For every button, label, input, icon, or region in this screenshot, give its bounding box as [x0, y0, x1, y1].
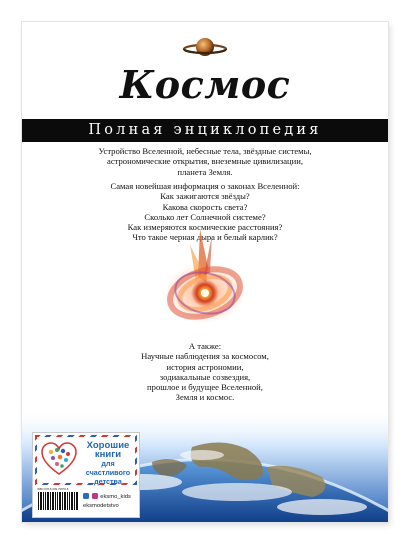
also-line: Научные наблюдения за космосом, — [141, 351, 269, 362]
galaxy-image — [150, 227, 262, 337]
question-line: Самая новейшая информация о законах Вселенной: — [110, 181, 300, 191]
book-cover — [22, 22, 388, 522]
badge-envelope-border — [35, 435, 137, 485]
also-paragraph — [42, 341, 368, 403]
social-handle-row — [83, 493, 131, 502]
intro-line: астрономические открытия, внеземные цивилизации, — [107, 156, 303, 167]
question-line: Как измеряются космические расстояния? — [127, 222, 283, 233]
also-line: Земля и космос. — [175, 392, 235, 403]
also-line: зодиакальные созвездия, — [159, 371, 251, 382]
isbn-text: ISBN 978-5-699-79878-8 — [37, 487, 69, 491]
saturn-image — [182, 34, 228, 62]
vk-icon — [83, 493, 89, 499]
badge-line: книги — [94, 449, 122, 460]
also-line: прошлое и будущее Вселенной, — [147, 382, 263, 393]
heart-icon — [40, 440, 78, 478]
badge-line: детства — [94, 477, 122, 486]
social-links — [83, 493, 131, 511]
book-title: Космос — [119, 62, 291, 107]
good-books-badge — [32, 432, 140, 518]
barcode — [37, 488, 79, 514]
also-line: А также: — [188, 341, 222, 351]
instagram-icon — [92, 493, 98, 499]
book-subtitle: Полная энциклопедия — [88, 122, 322, 138]
question-line: Сколько лет Солнечной системе? — [144, 211, 266, 222]
badge-inner — [37, 437, 135, 486]
social-handle: eksmo_kids — [100, 494, 131, 500]
site-name: eksmodetstvo — [83, 503, 119, 509]
question-line: Что такое черная дыра и белый карлик? — [132, 232, 278, 243]
intro-line: Устройство Вселенной, небесные тела, звёздные системы, — [98, 146, 312, 156]
intro-line: планета Земля. — [177, 166, 233, 177]
badge-line: Хорошие — [86, 440, 130, 451]
question-line: Как зажигаются звёзды? — [160, 191, 250, 202]
badge-text — [79, 441, 137, 486]
intro-paragraph — [42, 146, 368, 177]
also-line: история астрономии, — [166, 361, 244, 372]
question-line: Какова скорость света? — [162, 201, 248, 212]
badge-line: для счастливого — [85, 459, 131, 477]
